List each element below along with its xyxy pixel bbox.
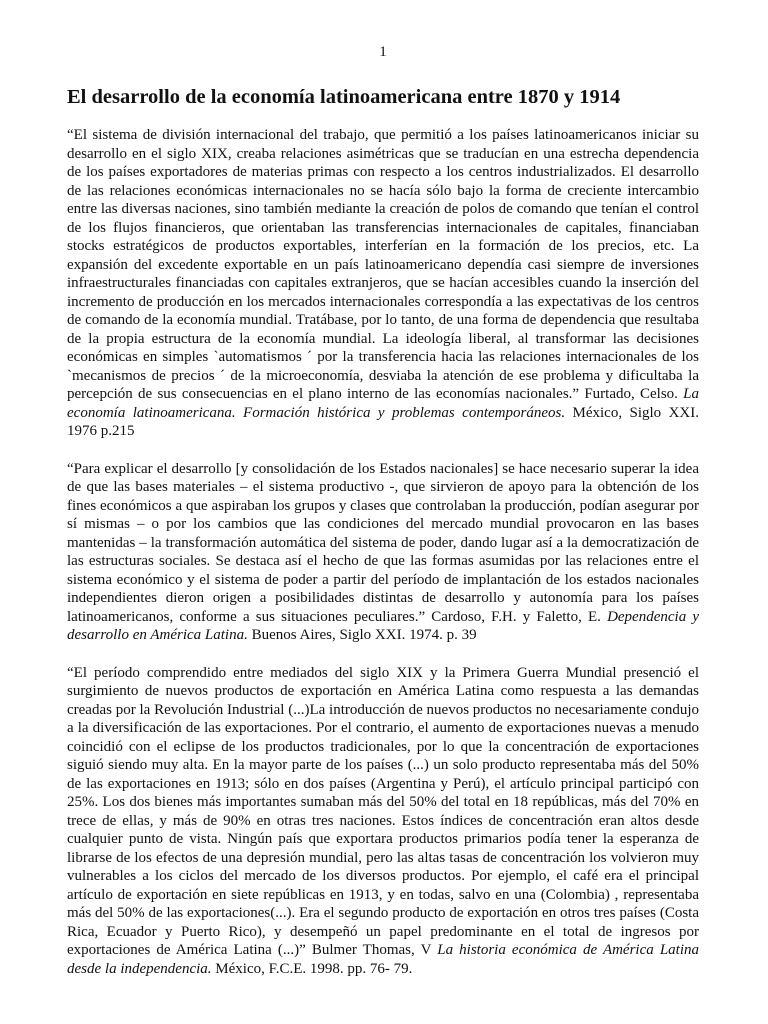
citation-title: Dependencia y desarrollo en América Latina.	[67, 608, 699, 643]
quote-paragraph-furtado	[67, 126, 699, 441]
quote-paragraph-bulmer-thomas	[67, 664, 699, 979]
quote-text: “El período comprendido entre mediados del siglo XIX y la Primera Guerra Mundial presenció el surgimiento de nuevos productos de exportación en América Latina como respuesta a las demandas creadas por la Revolución Industrial (...)La introducción de nuevos productos no necesariamente condujo a la diversificación de las exportaciones. Por el contrario, el aumento de exportaciones nuevas a menudo coincidió con el eclipse de los productos tradicionales, por lo que la concentración de exportaciones siguió siendo muy alta. En la mayor parte de los países (...) un solo producto representaba más del 50% de las exportaciones en 1913; sólo en dos países (Argentina y Perú), el artículo principal participó con 25%. Los dos bienes más importantes sumaban más del 50% del total en 18 repúblicas, más del 70% en trece de ellas, y más de 90% en otras tres naciones. Estos índices de concentración eran altos desde cualquier punto de vista. Ningún país que exportara productos primarios podía tener la esperanza de librarse de los efectos de una depresión mundial, pero las altas tasas de concentración los volvieron muy vulnerables a los ciclos del mercado de los diversos productos. Por ejemplo, el café era el principal artículo de exportación en siete repúblicas en 1913, y en todas, salvo en una (Colombia) , representaba más del 50% de las exportaciones(...). Era el segundo producto de exportación en otros tres países (Costa Rica, Ecuador y Puerto Rico), y desempeñó un papel predominante en el total de ingresos por exportaciones de América Latina (...)” Bulmer Thomas, V	[67, 664, 699, 958]
quote-paragraph-cardoso	[67, 460, 699, 645]
citation-details: México, F.C.E. 1998. pp. 76- 79.	[215, 960, 413, 977]
document-title: El desarrollo de la economía latinoamericana entre 1870 y 1914	[67, 86, 621, 108]
quote-text: “Para explicar el desarrollo [y consolidación de los Estados nacionales] se hace necesario superar la idea de que las bases materiales – el sistema productivo -, que sirvieron de apoyo para la obtención de los fines económicos a que aspiraban los grupos y clases que controlaban la producción, podían asegurar por sí mismas – o por los cambios que las condiciones del mercado mundial provocaron en las bases mantenidas – la transformación automática del sistema de poder, dando lugar así a la democratización de las estructuras sociales. Se destaca así el hecho de que las formas asumidas por las relaciones entre el sistema económico y el sistema de poder a partir del período de implantación de los estados nacionales independientes dieron origen a posibilidades distintas de desarrollo y autonomía para los países latinoamericanos, conforme a sus situaciones peculiares.” Cardoso, F.H. y Faletto, E.	[67, 460, 699, 625]
quote-text: “El sistema de división internacional del trabajo, que permitió a los países latinoamericanos iniciar su desarrollo en el siglo XIX, creaba relaciones asimétricas que se traducían en una estrecha dependencia de los países exportadores de materias primas con respecto a los centros industrializados. El desarrollo de las relaciones económicas internacionales no se hacía sólo bajo la forma de creciente intercambio entre las diversas naciones, sino también mediante la creación de polos de comando que tenían el control de los flujos financieros, que orientaban las transferencias internacionales de capitales, financiaban stocks estratégicos de productos exportables, interferían en la formación de los precios, etc. La expansión del excedente exportable en un país latinoamericano dependía casi siempre de inversiones infraestructurales financiadas con capitales extranjeros, que se hacían accesibles cuando la inserción del incremento de producción en los mercados internacionales correspondía a las expectativas de los centros de comando de la economía mundial. Tratábase, por lo tanto, de una forma de dependencia que resultaba de la propia estructura de la economía mundial. La ideología liberal, al transformar las decisiones económicas en simples `automatismos ´ por la transferencia hacia las relaciones internacionales de los `mecanismos de precios ´ de la microeconomía, desviaba la atención de ese problema y dificultaba la percepción de sus consecuencias en el plano interno de las economías nacionales.” Furtado, Celso.	[67, 127, 699, 402]
citation-details: Buenos Aires, Siglo XXI. 1974. p. 39	[251, 627, 477, 643]
citation-title: La economía latinoamericana. Formación histórica y problemas contemporáneos.	[67, 386, 700, 421]
citation-details: México, Siglo XXI. 1976 p.215	[67, 404, 699, 439]
citation-title: La historia económica de América Latina desde la independencia.	[67, 942, 700, 977]
page-number: 1	[379, 44, 387, 60]
